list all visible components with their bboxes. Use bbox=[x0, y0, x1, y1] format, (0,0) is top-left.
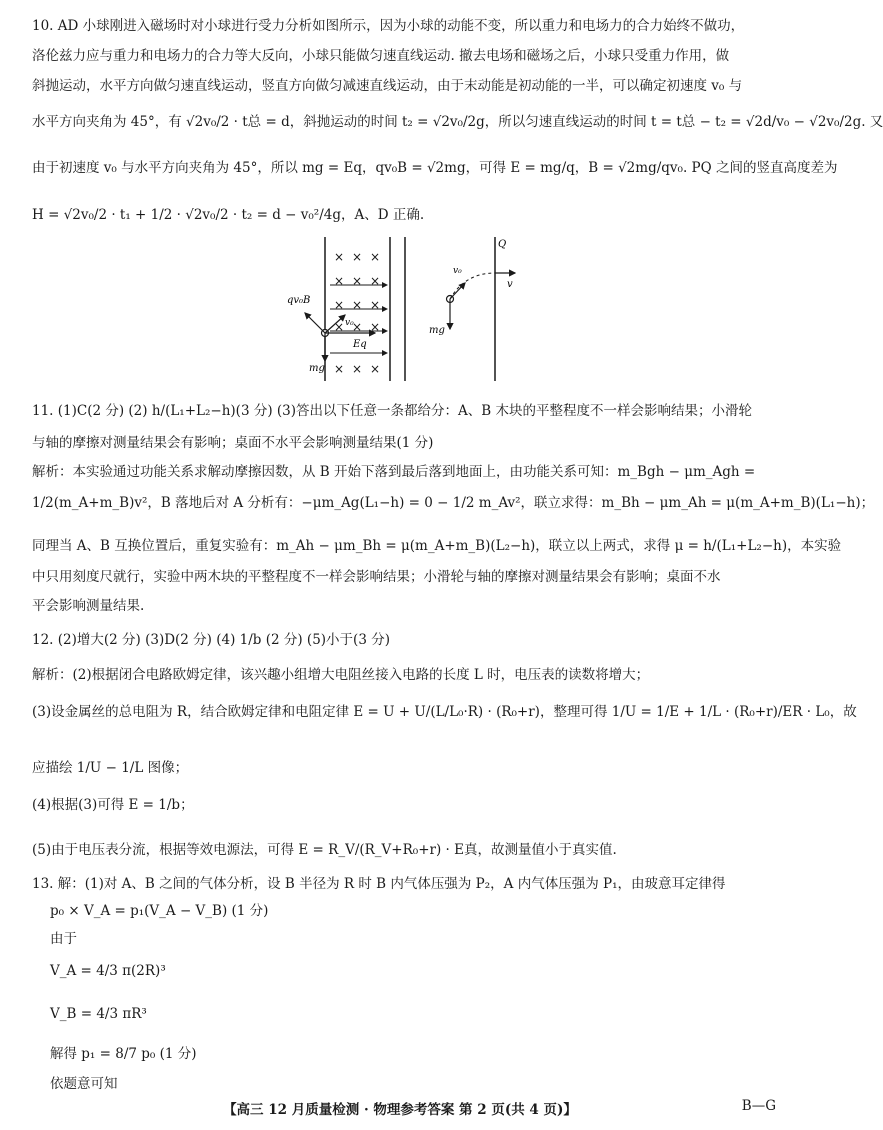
q13-line-3: 由于 bbox=[50, 931, 77, 947]
label-v0-right: v₀ bbox=[453, 266, 462, 276]
q12-line-5: (4)根据(3)可得 E = 1/b； bbox=[32, 797, 194, 813]
field-cross-2-0: × bbox=[333, 298, 345, 312]
q10-line-5: 由于初速度 v₀ 与水平方向夹角为 45°，所以 mg = Eq，qv₀B = √2mg，可得 E = mg/q，B = √2mg/qv₀. PQ 之间的竖直高度差为 bbox=[32, 160, 838, 176]
trajectory-curve bbox=[450, 273, 495, 299]
q11-line-7: 平会影响测量结果. bbox=[32, 598, 145, 614]
q13-line-7: 依题意可知 bbox=[50, 1076, 118, 1092]
field-cross-3-0: × bbox=[333, 320, 345, 334]
q10-line-4: 水平方向夹角为 45°，有 √2v₀/2 · t总 = d，斜抛运动的时间 t₂ = √2v₀/2g，所以匀速直线运动的时间 t = t总 − t₂ = √2d/v₀ − √2v₀/2g. 又 bbox=[32, 114, 883, 130]
field-cross-1-1: × bbox=[351, 274, 363, 288]
field-cross-4-1: × bbox=[351, 362, 363, 376]
field-cross-1-2: × bbox=[369, 274, 381, 288]
label-qv0b: qv₀B bbox=[287, 295, 311, 306]
label-mg-left: mg bbox=[309, 363, 325, 374]
q11-line-4: 1/2(m_A+m_B)v²，B 落地后对 A 分析有：−μm_Ag(L₁−h) = 0 − 1/2 m_Av²，联立求得：m_Bh − μm_Ah = μ(m_A+m_B)(L₁−h)； bbox=[32, 495, 875, 511]
field-cross-3-1: × bbox=[351, 320, 363, 334]
page-footer: 【高三 12 月质量检测 · 物理参考答案 第 2 页(共 4 页)】 bbox=[223, 1102, 577, 1118]
label-v: v bbox=[507, 279, 513, 290]
field-cross-4-0: × bbox=[333, 362, 345, 376]
label-eq: Eq bbox=[353, 339, 367, 350]
field-cross-0-2: × bbox=[369, 250, 381, 264]
q11-line-1: 11. (1)C(2 分) (2) h/(L₁+L₂−h)(3 分) (3)答出以下任意一条都给分：A、B 木块的平整程度不一样会影响结果；小滑轮 bbox=[32, 403, 752, 419]
q10-line-3: 斜抛运动，水平方向做匀速直线运动，竖直方向做匀减速直线运动，由于末动能是初动能的一半，可以确定初速度 v₀ 与 bbox=[32, 78, 743, 94]
q10-line-2: 洛伦兹力应与重力和电场力的合力等大反向，小球只能做匀速直线运动. 撤去电场和磁场之后，小球只受重力作用，做 bbox=[32, 48, 730, 64]
q13-line-2: p₀ × V_A = p₁(V_A − V_B) (1 分) bbox=[50, 903, 269, 919]
q11-line-5: 同理当 A、B 互换位置后，重复实验有：m_Ah − μm_Bh = μ(m_A+m_B)(L₂−h)，联立以上两式，求得 μ = h/(L₁+L₂−h)，本实验 bbox=[32, 538, 842, 554]
field-cross-3-2: × bbox=[369, 320, 381, 334]
paper-code: B—G bbox=[741, 1098, 776, 1114]
q11-line-3: 解析：本实验通过功能关系求解动摩擦因数，从 B 开始下落到最后落到地面上，由功能关系可知：m_Bgh − μm_Agh = bbox=[32, 464, 756, 480]
q13-line-5: V_B = 4/3 πR³ bbox=[50, 1006, 147, 1022]
lorentz-force-arrow bbox=[305, 313, 325, 333]
field-cross-1-0: × bbox=[333, 274, 345, 288]
q12-line-6: (5)由于电压表分流，根据等效电源法，可得 E = R_V/(R_V+R₀+r) · E真，故测量值小于真实值. bbox=[32, 842, 617, 858]
magnetic-field-crosses bbox=[334, 250, 380, 376]
force-diagram bbox=[287, 233, 535, 383]
q13-line-6: 解得 p₁ = 8/7 p₀ (1 分) bbox=[50, 1046, 197, 1062]
v0-arrow-right bbox=[450, 283, 465, 299]
q10-line-6: H = √2v₀/2 · t₁ + 1/2 · √2v₀/2 · t₂ = d − v₀²/4g，A、D 正确. bbox=[32, 207, 425, 223]
q12-line-2: 解析：(2)根据闭合电路欧姆定律，该兴趣小组增大电阻丝接入电路的长度 L 时，电压表的读数将增大； bbox=[32, 667, 650, 683]
q10-line-1: 10. AD 小球刚进入磁场时对小球进行受力分析如图所示，因为小球的动能不变，所以重力和电场力的合力始终不做功， bbox=[32, 18, 745, 34]
field-cross-2-2: × bbox=[369, 298, 381, 312]
q11-line-6: 中只用刻度尺就行，实验中两木块的平整程度不一样会影响结果；小滑轮与轴的摩擦对测量结果会有影响；桌面不水 bbox=[32, 569, 721, 585]
q12-line-1: 12. (2)增大(2 分) (3)D(2 分) (4) 1/b (2 分) (5)小于(3 分) bbox=[32, 632, 390, 648]
label-mg-right: mg bbox=[429, 325, 445, 336]
q12-line-4: 应描绘 1/U − 1/L 图像； bbox=[32, 760, 189, 776]
field-cross-0-0: × bbox=[333, 250, 345, 264]
field-cross-2-1: × bbox=[351, 298, 363, 312]
q11-line-2: 与轴的摩擦对测量结果会有影响；桌面不水平会影响测量结果(1 分) bbox=[32, 435, 434, 451]
field-cross-0-1: × bbox=[351, 250, 363, 264]
q13-line-1: 13. 解：(1)对 A、B 之间的气体分析，设 B 半径为 R 时 B 内气体压强为 P₂，A 内气体压强为 P₁，由玻意耳定律得 bbox=[32, 876, 726, 892]
q12-line-3: (3)设金属丝的总电阻为 R，结合欧姆定律和电阻定律 E = U + U/(L/L₀·R) · (R₀+r)，整理可得 1/U = 1/E + 1/L · (R₀+r)/ER · L₀，故 bbox=[32, 704, 857, 720]
label-v0-left: v₀ bbox=[345, 318, 354, 328]
label-q: Q bbox=[498, 239, 507, 250]
field-cross-4-2: × bbox=[369, 362, 381, 376]
q13-line-4: V_A = 4/3 π(2R)³ bbox=[50, 963, 166, 979]
